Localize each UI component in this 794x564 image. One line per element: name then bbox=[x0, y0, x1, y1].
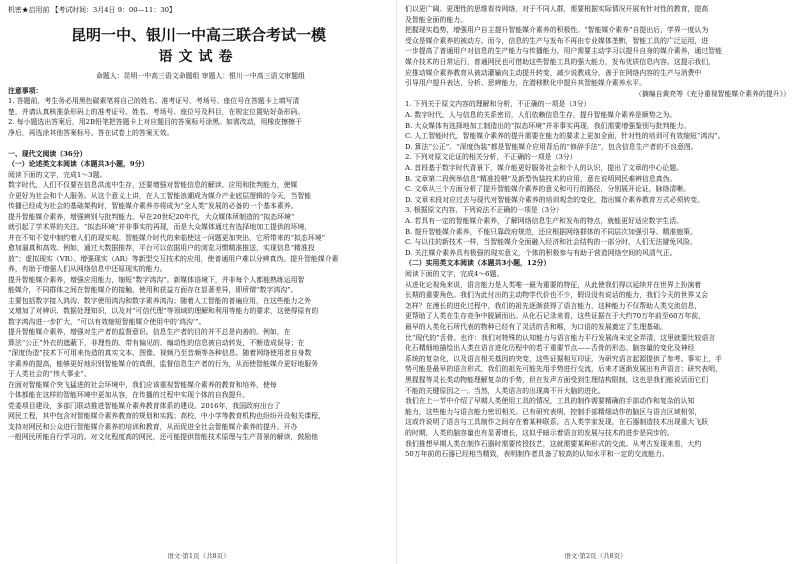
right-line: 们以更广阔、更理性的思维看待网络，对于不同人群，需要根据实际情况开展有针对性的教育，提高 bbox=[405, 5, 709, 13]
left-line: 放”；虚拟现实（VR）、增强现实（AR）等新型交互技术的应用，使普通用户难以分辨真伪。提升智能媒介素 bbox=[8, 254, 339, 263]
right-line: 一步提高了普通用户对信息的生产能力与传播能力，用户需要主动学习以提升自身的媒介素养，通过智能 bbox=[405, 47, 722, 56]
left-line: 介更好为社会和个人服务。从这个意义上讲，在人工智能浪潮成为媒介产业底层逻辑的今天，当智能 bbox=[8, 191, 312, 200]
left-line: 提升智能媒介素养，增强应用能力，缩短“数字鸿沟”。新媒体语境下，并非每个人都能熟练运用智 bbox=[8, 275, 305, 284]
right-line: 黑猩猩等灵长类动物能理解复杂的手势，但在发声方面受到生理结构限制，这也是我们能说话而它们 bbox=[405, 376, 709, 384]
left-line: 2. 每小题选出答案后，用2B铅笔把答题卡上对应题目的答案标号涂黑。如需改动，用橡皮擦擦干 bbox=[8, 118, 302, 126]
left-line: 养，有助于增强人们从网络信息中还原现实的能力。 bbox=[8, 265, 167, 273]
right-line: 及智能全面的能力。 bbox=[405, 15, 468, 24]
notice-title: 注意事项： bbox=[8, 87, 43, 95]
left-line: 净后，再选涂其他答案标号。答在试卷上的答案无效。 bbox=[8, 128, 174, 137]
right-line: 化石精细地描绘出人类在语言进化历程中的若干重要节点——舌骨的形态、脑容量的变化及神经 bbox=[405, 344, 695, 353]
exam-title: 昆明一中、银川一中高三联合考试一模 bbox=[70, 26, 326, 44]
right-line: 我们推想早期人类在制作石器时需要传授技艺，这就需要某种形式的交流。从考古发现来看，大约 bbox=[405, 439, 702, 448]
left-line: 提升智能媒介素养，增强对生产者的监督意识。信息生产者的目的并不总是向善的。例如，在 bbox=[8, 328, 291, 336]
left-line: 又增加了对辨识、数据处理知识，以及对“可信代理”等领域的理解和利用等能力的要求，这使得原有的 bbox=[8, 307, 319, 315]
page-footer-1: 语文·第1页（共8页） bbox=[167, 552, 230, 560]
right-line: C. 与以往的新技术一样，当智能媒介全面融入经济和社会结构的一部分时，人们无法避免风险。 bbox=[405, 238, 697, 247]
right-line: 怎样？在漫长的进化过程中，我们的祖先逐渐获得了语言能力，这种能力不仅帮助人类交流信息， bbox=[405, 301, 702, 310]
right-line: 能力，这些能力与语言能力密切相关。已有研究表明，控制手部精细动作的脑区与语言区域相邻， bbox=[405, 407, 702, 416]
left-line: 党委项目建设，多部门联动推进智能媒介素养教育体系的建设。2016年，我国政府出台了 bbox=[8, 401, 281, 410]
authors: 命题人：昆明一中高三语文命题组 审题人：银川一中高三语文审题组 bbox=[96, 72, 305, 80]
right-line: 把握现实趋势，增强用户自主提升智能媒介素养的积极性。“智能媒介素养”自提出后，学界一度认为 bbox=[405, 26, 709, 35]
left-line: 数字时代，人们不仅要在信息洪流中生存，还要增强对智能信息的解读、应用和批判能力，使媒 bbox=[8, 181, 298, 189]
left-line: 提升智能媒介素养，增强辨别与批判能力。早在20世纪20年代，大众媒体所制造的“拟态环境” bbox=[8, 212, 295, 221]
right-line: D. 关注媒介素养具有极强的现实意义，个体的积极参与有助于营造网络空间的风清气正。 bbox=[405, 248, 677, 257]
left-line: 1. 答题前，考生务必用黑色碳素笔将自己的姓名、准考证号、考场号、座位号在答题卡上填写清 bbox=[8, 97, 300, 105]
left-line: 个体都能在这样的智能环境中更加从容，在传播的过程中实现个体的自我提升。 bbox=[8, 391, 250, 399]
right-line: 50万年前的石器已经相当精致，表明制作者具备了较高的认知水平和一定的交流能力。 bbox=[405, 450, 669, 459]
left-line: 能媒介，不同群体之间在智能媒介的接触、使用和获益方面存在显著差异，即所谓“数字鸿沟”。 bbox=[8, 286, 298, 294]
left-line: 阅读下面的文字，完成1～3题。 bbox=[8, 170, 107, 179]
left-line: 支持对网民和公众进行智能媒介素养的培训和教育，从而促进全社会智能媒介素养的提升。开办 bbox=[8, 422, 298, 431]
left-line: 一、现代文阅读（36分） bbox=[8, 149, 87, 158]
right-line: 媒介技术的日常运行，普通网民也可借助这些智能工具的强大能力，发布优质信息内容。这提示我们， bbox=[405, 58, 716, 66]
right-line: 系统的复杂化，以及语言相关基因的突变，这些证据相互印证，为研究语言起源提供了参考。事实上，手 bbox=[405, 354, 722, 363]
exam-subtitle: 语文试卷 bbox=[158, 49, 239, 65]
right-line: 更帮助了人类在生存竞争中脱颖而出。从化石记录来看，这些证据在于大约70万年前至60万年前， bbox=[405, 312, 706, 321]
left-line: 算法“公正”外衣的遮蔽下，非理性的、带有偏见的、煽动性的信息被自动转发，不断造成误导；在 bbox=[8, 338, 305, 347]
left-line: 并在不知不觉中制约着人们的现实观。智能媒介时代的来临使这一问题更加突出，它所带来的“拟态环境” bbox=[8, 233, 326, 242]
left-line: （一）论述类文本阅读（本题共3小题，9分） bbox=[8, 160, 149, 168]
left-line: 于人类社会的“伟大事业”。 bbox=[8, 370, 91, 378]
left-line: 就引起了学术界的关注。“拟态环境”并非事实的再现，而是大众媒体通过有选择地加工提供的环境， bbox=[8, 223, 312, 231]
right-line: 比“现代的”舌骨。也许：我们对特殊的认知能力与语言能力平行发展尚未完全弄清，这里就要比较语言 bbox=[405, 333, 716, 342]
left-line: 数字鸿沟进一步扩大，“可以有效缩短智能媒介使用中的‘鸿沟’”。 bbox=[8, 317, 206, 326]
right-line: 应推动媒介素养教育从被动灌输向主动提升转变，减少说教成分，善于在网络内容的生产与消费中 bbox=[405, 68, 702, 77]
right-line: D. 文章末段对应过去与现代对智能媒介素养的培训观念的变化，指出媒介素养教育方式必须转变。 bbox=[405, 195, 705, 204]
right-line: 受众是媒介素养的被动方。而今，信息的生产与发布不再由专业媒体垄断，智能工具的广泛运用，进 bbox=[405, 36, 709, 45]
right-line: 我们在上一节中介绍了早期人类使用工具的情况，工具的制作需要精确的手部动作和复杂的认知 bbox=[405, 397, 695, 406]
page-2 bbox=[397, 0, 794, 564]
right-line: 1. 下列关于原文内容的理解和分析，不正确的一项是（3分） bbox=[405, 100, 591, 109]
right-line: （二）实用类文本阅读（本题共3小题，12分） bbox=[405, 259, 551, 268]
right-line: B. 提升智能媒介素养，不能只靠政府规范，还应根据网络群体的不同层次加强引导、精准施策。 bbox=[405, 227, 697, 236]
left-line: 在面对智能媒介突飞猛进的社会环境中，我们应该重视智能媒介素养的教育和培养，使每 bbox=[8, 380, 277, 389]
right-line: C. 人工智能时代，智能媒介素养的提升需要在能力的要求上更加全面，针对性的培训可有效缩短“鸿沟”。 bbox=[405, 132, 725, 141]
right-line: 引导用户提升表达、分析、思辨能力，在潜移默化中提升其智能媒介素养水平。 bbox=[405, 79, 647, 88]
right-line: 从进化论视角来说，语言能力是人类唯一最为重要的特征，从此使我们得以延续并在世界上扮演着 bbox=[405, 280, 702, 289]
right-line: 长期的重要角色。我们为此付出的主动物学代价也不少，假设没有说话的能力，我们今天的世界又会 bbox=[405, 291, 709, 300]
page-header: 机密★启用前 【考试时间：3月4日 9：00—11：30】 bbox=[8, 6, 176, 14]
left-line: 一般网民所能自行学习的。对文化程度高的网民，还可能提供智能技术原理与生产背景的解读，鼓励他 bbox=[8, 433, 319, 441]
left-line: 字素养的提高，能够更好地识别智能媒介的真假，监督信息生产者的行为，从而使智能媒介更好地服务 bbox=[8, 359, 319, 368]
right-line: 阅读下面的文字，完成4～6题。 bbox=[405, 270, 504, 278]
right-line: 这或许说明了语言与工具制作之间存在着某种联系。古人类学家发现，在石器制造技术出现重大飞跃 bbox=[405, 418, 709, 427]
right-line: 的时期，人类的脑容量也有显著增长，这似乎暗示着语言的发展与技术的进步是同步的。 bbox=[405, 429, 674, 437]
left-line: 愈加逼真和高效。例如，通过大数据推荐，平台可以依据用户的浏览习惯精准推送，实现信息“精准投 bbox=[8, 244, 315, 252]
left-line: “深度伪造”技术下可用来伪造的真实文本、图像、视频乃至音频等各种信息。随着网络使用者自身数 bbox=[8, 349, 312, 357]
left-line: 传播已经成为社会的基础架构时，智能媒介素养亦将成为“全人类”发展的必备的一个基本素养。 bbox=[8, 202, 298, 210]
right-line: 3. 根据原文内容，下列说法不正确的一项是（3分） bbox=[405, 206, 563, 215]
right-line: 势可能是最早的语言形式，我们的祖先可能先用手势进行交流，后来才逐渐发展出有声语言；研究表明， bbox=[405, 365, 722, 374]
right-line: （摘编自黄亮等《充分重视智能媒介素养的提升》） bbox=[634, 89, 790, 98]
right-line: 最早的人类化石所代表的物种已经有了灵活的舌和喉，为口语的发展奠定了生理基础。 bbox=[405, 323, 667, 331]
right-line: B. 大众媒体有选择地加工制造出的“拟态环境”并非事实再现，我们需要增强鉴别与批判能力。 bbox=[405, 121, 691, 130]
left-line: 楚，并请认真核准条形码上的准考证号、姓名、考场号、座位号及科目，在规定位置贴好条形码。 bbox=[8, 107, 305, 116]
right-line: 2. 下列对原文论证的相关分析，不正确的一项是（3分） bbox=[405, 153, 577, 162]
right-line: C. 文章从三个方面分析了提升智能媒介素养的意义和可行的路径，分别展开论证，脉络清晰。 bbox=[405, 185, 691, 194]
left-line: 主要包括数字接入鸿沟、数字使用鸿沟和数字素养鸿沟；随着人工智能的普遍应用，在这些能力之外 bbox=[8, 296, 312, 305]
left-line: 网民工程，其中包含对智能媒介素养教育的规划和实践；高校、中小学等教育机构也纷纷开设相关课程， bbox=[8, 412, 325, 420]
right-line: 不能的关键原因之一。当然，人类语言的出现离不开大脑的进化。 bbox=[405, 386, 605, 395]
right-line: D. 算法“公正”、“深度伪装”都是智能媒介应用背后的“修辞手法”，包含信息生产者的不良意图。 bbox=[405, 142, 698, 151]
page-footer-2: 语文·第2页（共8页） bbox=[564, 552, 627, 560]
right-line: A. 首段基于数字时代背景下，媒介能更好服务社会和个人的认识，提出了文章的中心论题。 bbox=[405, 164, 684, 172]
right-line: B. 文章第二段例举信息“精准投喂”及新型伪装技术的应用，意在说明网民难辨信息真伪。 bbox=[405, 174, 677, 183]
right-line: A. 数字时代，人与信息的关系密切，人们依赖信息生存，提升智能媒介素养是顺势之为。 bbox=[405, 111, 677, 119]
right-line: A. 若具有一定的智能媒介素养，了解网络信息生产和发布的特点，就能更好适应数字生活。 bbox=[405, 217, 684, 225]
